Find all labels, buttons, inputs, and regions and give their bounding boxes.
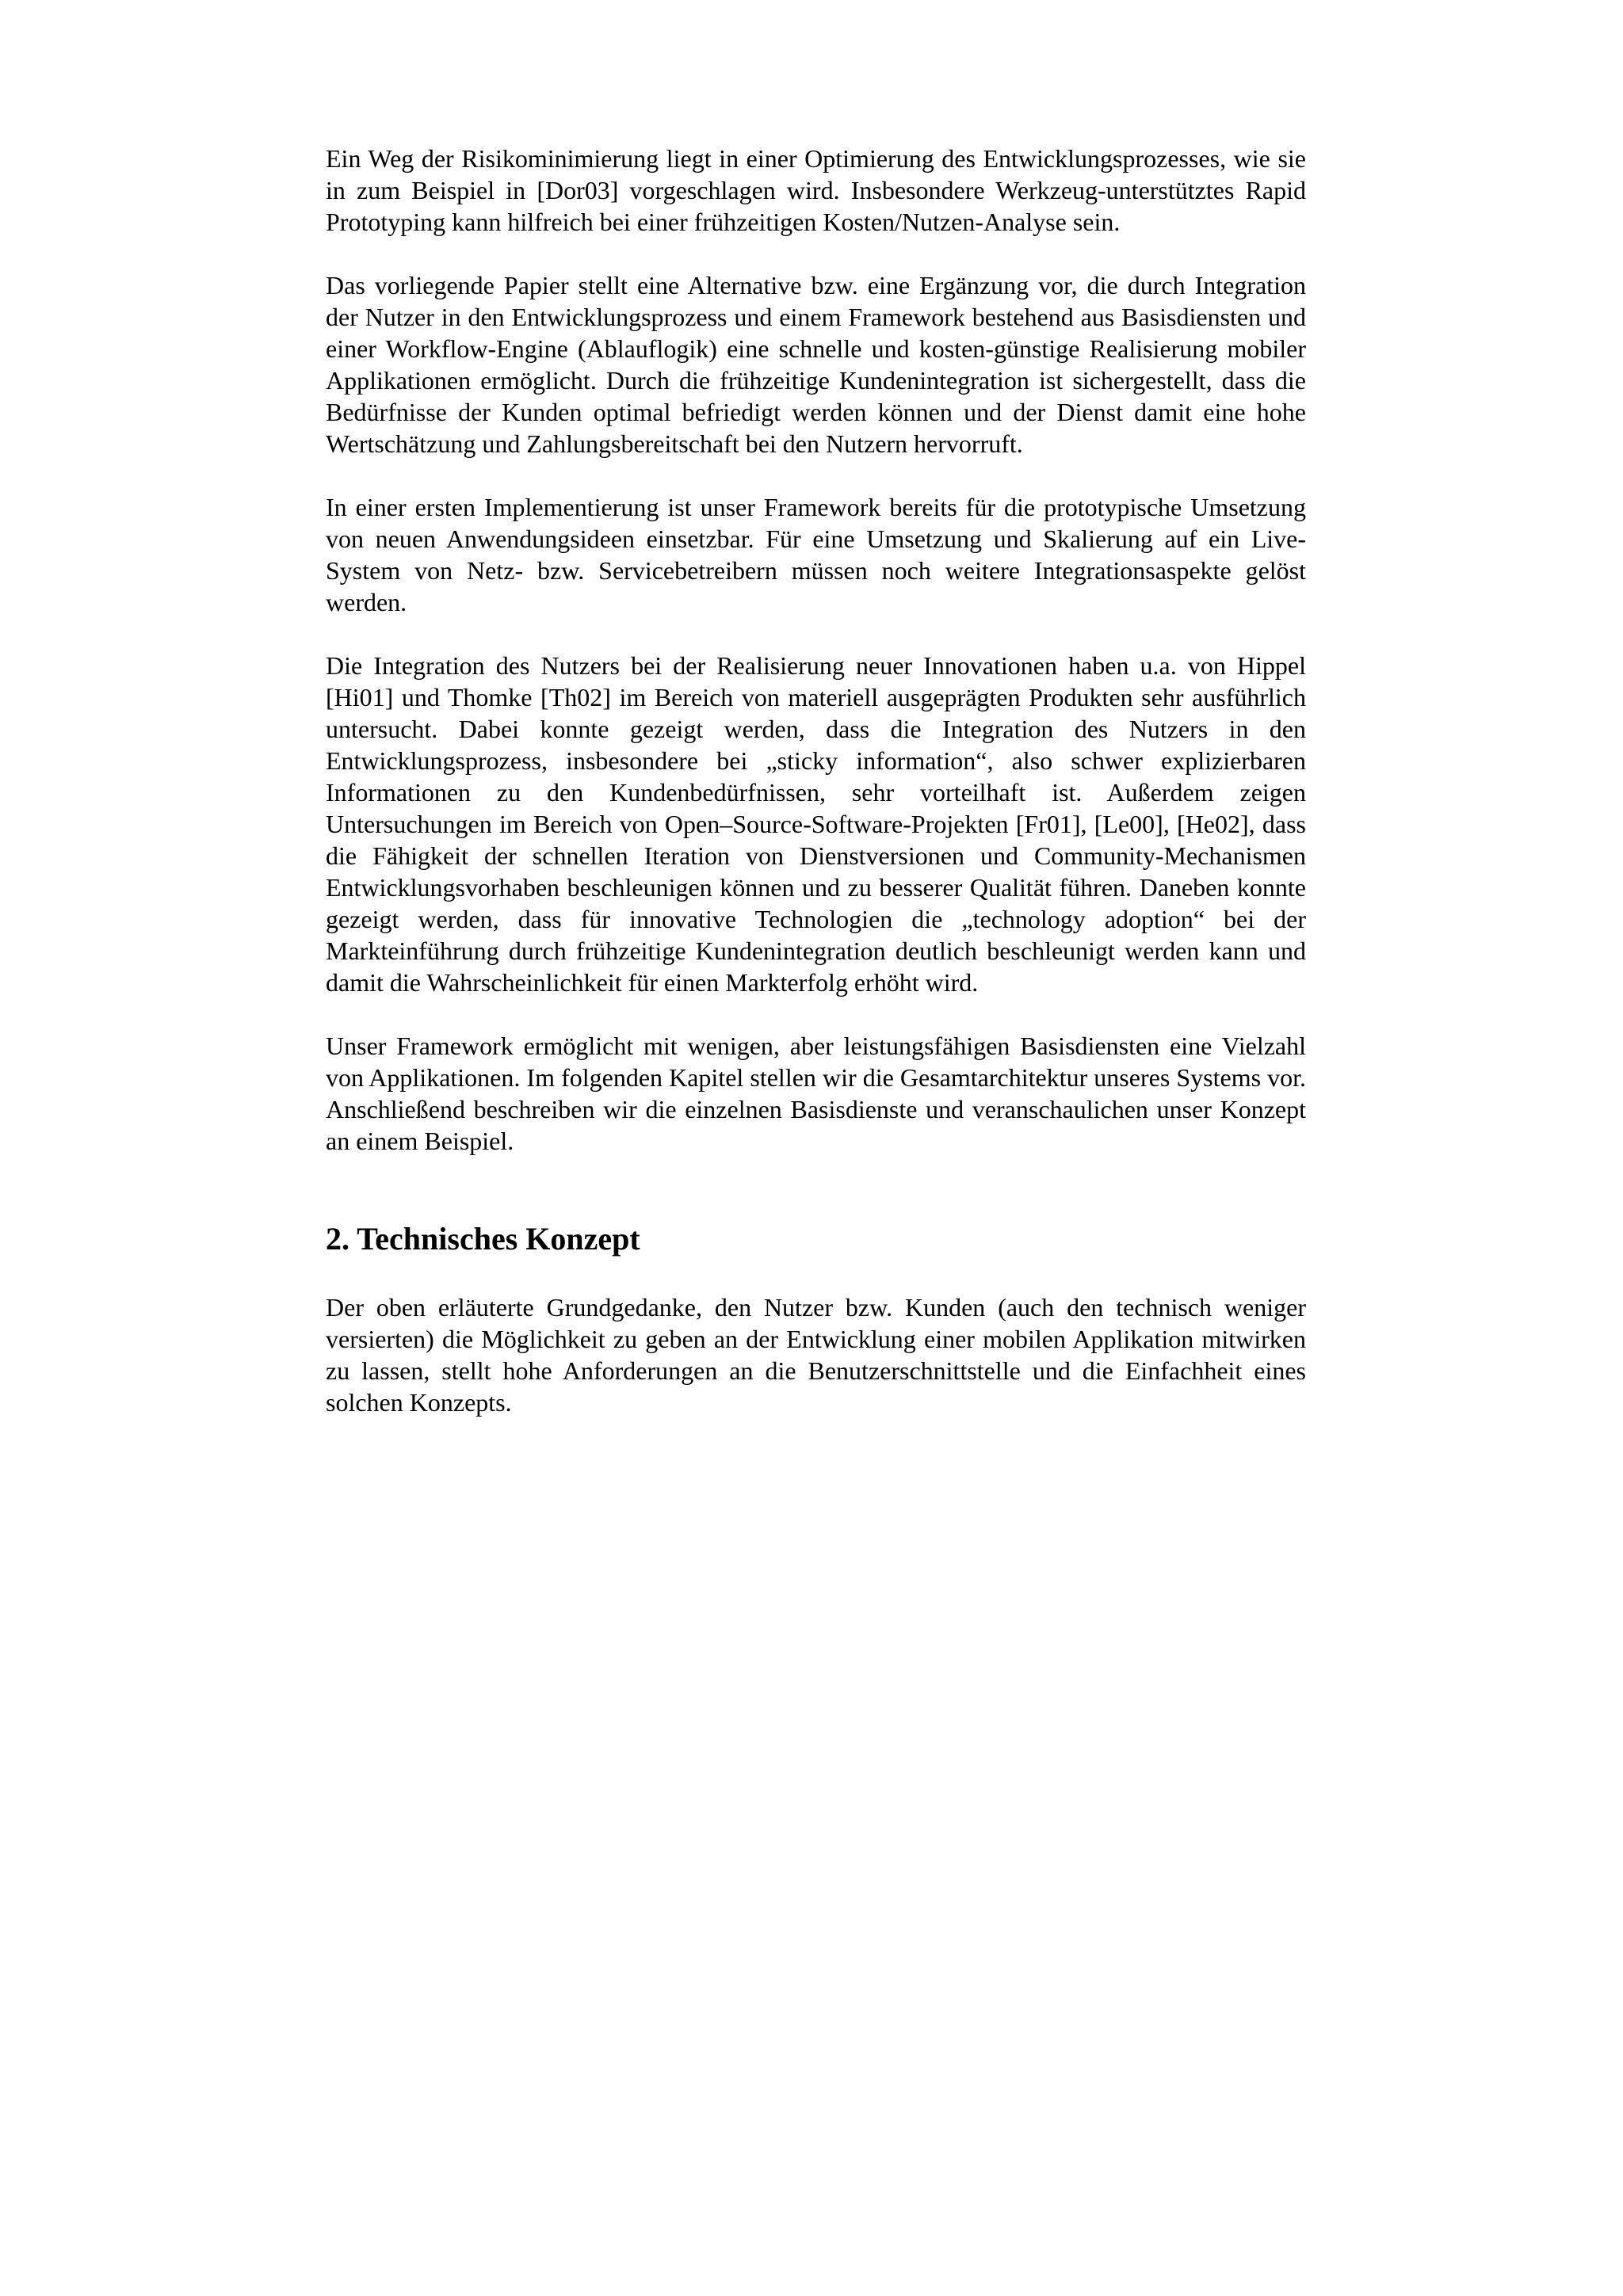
paragraph-alternative: Das vorliegende Papier stellt eine Alternative bzw. eine Ergänzung vor, die durch Integration der Nutzer in den Entwicklungsprozess und einem Framework bestehend aus Basisdiensten und einer Workflow-Engine (Ablauflogik) eine schnelle und kosten-günstige Realisierung mobiler Applikationen ermöglicht. Durch die frühzeitige Kundenintegration ist sichergestellt, dass die Bedürfnisse der Kunden optimal befriedigt werden können und der Dienst damit eine hohe Wertschätzung und Zahlungsbereitschaft bei den Nutzern hervorruft. bbox=[326, 271, 1306, 458]
section-heading: 2. Technisches Konzept bbox=[326, 1221, 640, 1257]
paragraph-risk-minimization: Ein Weg der Risikominimierung liegt in einer Optimierung des Entwicklungsprozesses, wie sie in zum Beispiel in [Dor03] vorgeschlagen wird. Insbesondere Werkzeug-unterstütztes Rapid Prototyping kann hilfreich bei einer frühzeitigen Kosten/Nutzen-Analyse sein. bbox=[326, 144, 1306, 236]
paragraph-user-integration: Die Integration des Nutzers bei der Realisierung neuer Innovationen haben u.a. von Hippel [Hi01] und Thomke [Th02] im Bereich von materiell ausgeprägten Produkten sehr ausführlich untersucht. Dabei konnte gezeigt werden, dass die Integration des Nutzers in den Entwicklungsprozess, insbesondere bei „sticky information“, also schwer explizierbaren Informationen zu den Kundenbedürfnissen, sehr vorteilhaft ist. Außerdem zeigen Untersuchungen im Bereich von Open–Source-Software-Projekten [Fr01], [Le00], [He02], dass die Fähigkeit der schnellen Iteration von Dienstversionen und Community-Mechanismen Entwicklungsvorhaben beschleunigen können und zu besserer Qualität führen. Daneben konnte gezeigt werden, dass für innovative Technologien die „technology adoption“ bei der Markteinführung durch frühzeitige Kundenintegration deutlich beschleunigt werden kann und damit die Wahrscheinlichkeit für einen Markterfolg erhöht wird. bbox=[326, 651, 1306, 997]
paragraph-first-implementation: In einer ersten Implementierung ist unser Framework bereits für die prototypische Umsetzung von neuen Anwendungsideen einsetzbar. Für eine Umsetzung und Skalierung auf ein Live-System von Netz- bzw. Servicebetreibern müssen noch weitere Integrationsaspekte gelöst werden. bbox=[326, 493, 1306, 616]
paragraph-basic-idea: Der oben erläuterte Grundgedanke, den Nutzer bzw. Kunden (auch den technisch weniger versierten) die Möglichkeit zu geben an der Entwicklung einer mobilen Applikation mitwirken zu lassen, stellt hohe Anforderungen an die Benutzerschnittstelle und die Einfachheit eines solchen Konzepts. bbox=[326, 1293, 1306, 1417]
page-body bbox=[326, 143, 1306, 1450]
paragraph-framework-overview: Unser Framework ermöglicht mit wenigen, aber leistungsfähigen Basisdiensten eine Vielzahl von Applikationen. Im folgenden Kapitel stellen wir die Gesamtarchitektur unseres Systems vor. Anschließend beschreiben wir die einzelnen Basisdienste und veranschaulichen unser Konzept an einem Beispiel. bbox=[326, 1032, 1306, 1155]
